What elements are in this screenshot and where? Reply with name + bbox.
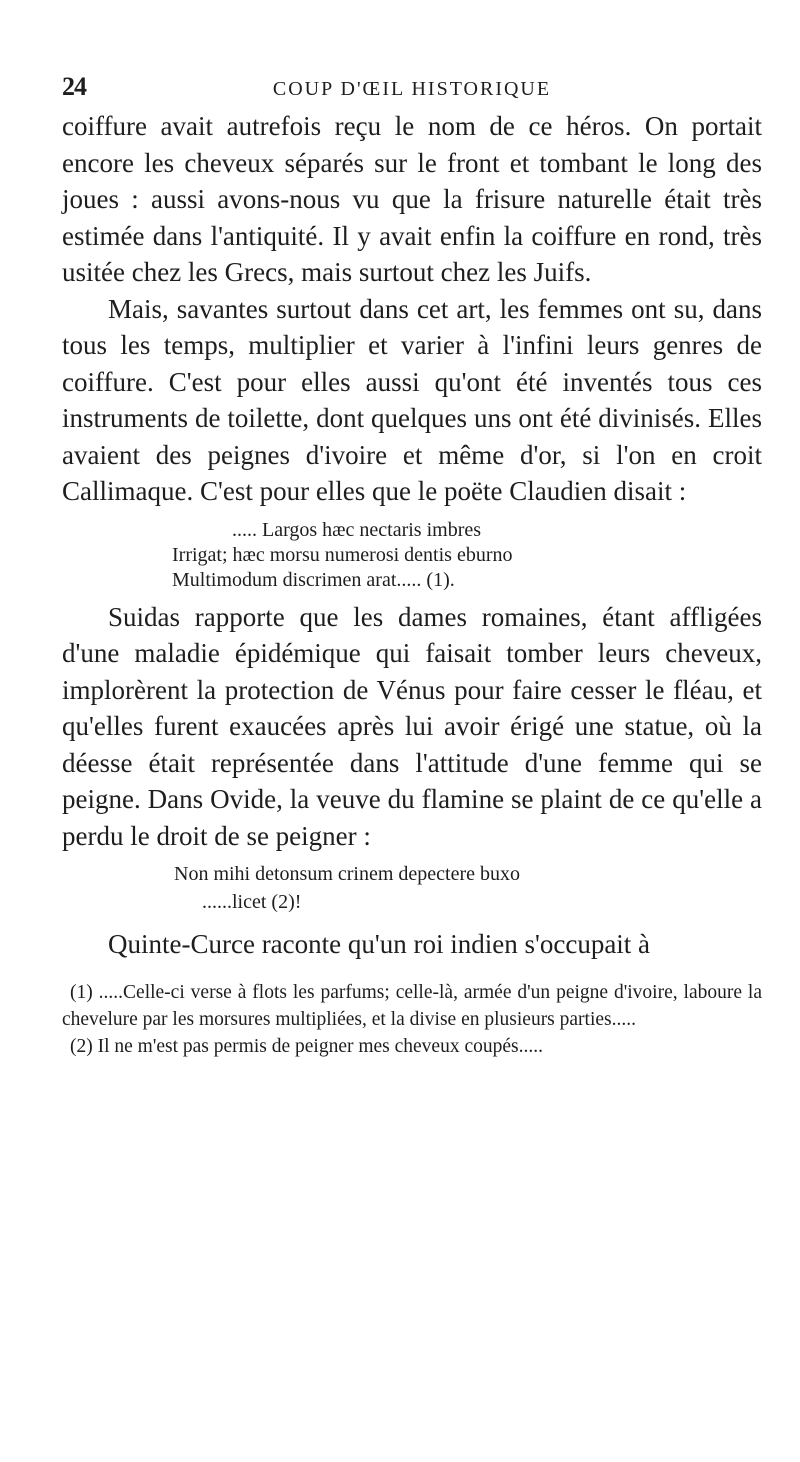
latin-quote-ovide: [62, 860, 762, 916]
verse-line: ..... Largos hæc nectaris imbres: [232, 518, 482, 541]
footnote-1: (1) .....Celle-ci verse à flots les parfums; celle-là, armée d'un peigne d'ivoire, laboure la chevelure par les morsures multipliées, et la divise en plusieurs parties.....: [62, 981, 762, 1030]
page-number: 24: [62, 72, 86, 101]
latin-quote-claudien: [62, 518, 762, 593]
running-title: COUP D'ŒIL HISTORIQUE: [272, 78, 552, 100]
paragraph-1: coiffure avait autrefois reçu le nom de ce héros. On portait encore les cheveux séparés sur le front et tombant le long des joues : aussi avons-nous vu que la frisure naturelle était très estimée dans l'antiquité. Il y avait enfin la coiffure en rond, très usitée chez les Grecs, mais surtout chez les Juifs.: [62, 111, 762, 287]
verse-line: Non mihi detonsum crinem depectere buxo: [174, 863, 521, 885]
verse-line: Multimodum discrimen arat..... (1).: [172, 568, 455, 591]
paragraph-2: Mais, savantes surtout dans cet art, les femmes ont su, dans tous les temps, multiplier et varier à l'infini leurs genres de coiffure. C'est pour elles aussi qu'ont été inventés tous ces instruments de toilette, dont quelques uns ont été divinisés. Elles avaient des peignes d'ivoire et même d'or, si l'on en croit Callimaque. C'est pour elles que le poëte Claudien disait :: [62, 293, 762, 506]
paragraph-4: Quinte-Curce raconte qu'un roi indien s'occupait à: [108, 929, 651, 959]
page-body: [62, 108, 762, 1060]
footnotes: [62, 979, 762, 1060]
verse-line: ......licet (2)!: [202, 891, 302, 913]
page-header: [62, 72, 762, 112]
verse-line: Irrigat; hæc morsu numerosi dentis eburno: [172, 543, 513, 566]
footnote-2: (2) Il ne m'est pas permis de peigner mes cheveux coupés.....: [70, 1035, 543, 1057]
paragraph-3: Suidas rapporte que les dames romaines, étant affligées d'une maladie épidémique qui faisait tomber leurs cheveux, implorèrent la protection de Vénus pour faire cesser le fléau, et qu'elles furent exaucées après lui avoir érigé une statue, où la déesse était représentée dans l'attitude d'une femme qui se peigne. Dans Ovide, la veuve du flamine se plaint de ce qu'elle a perdu le droit de se peigner :: [62, 601, 762, 851]
